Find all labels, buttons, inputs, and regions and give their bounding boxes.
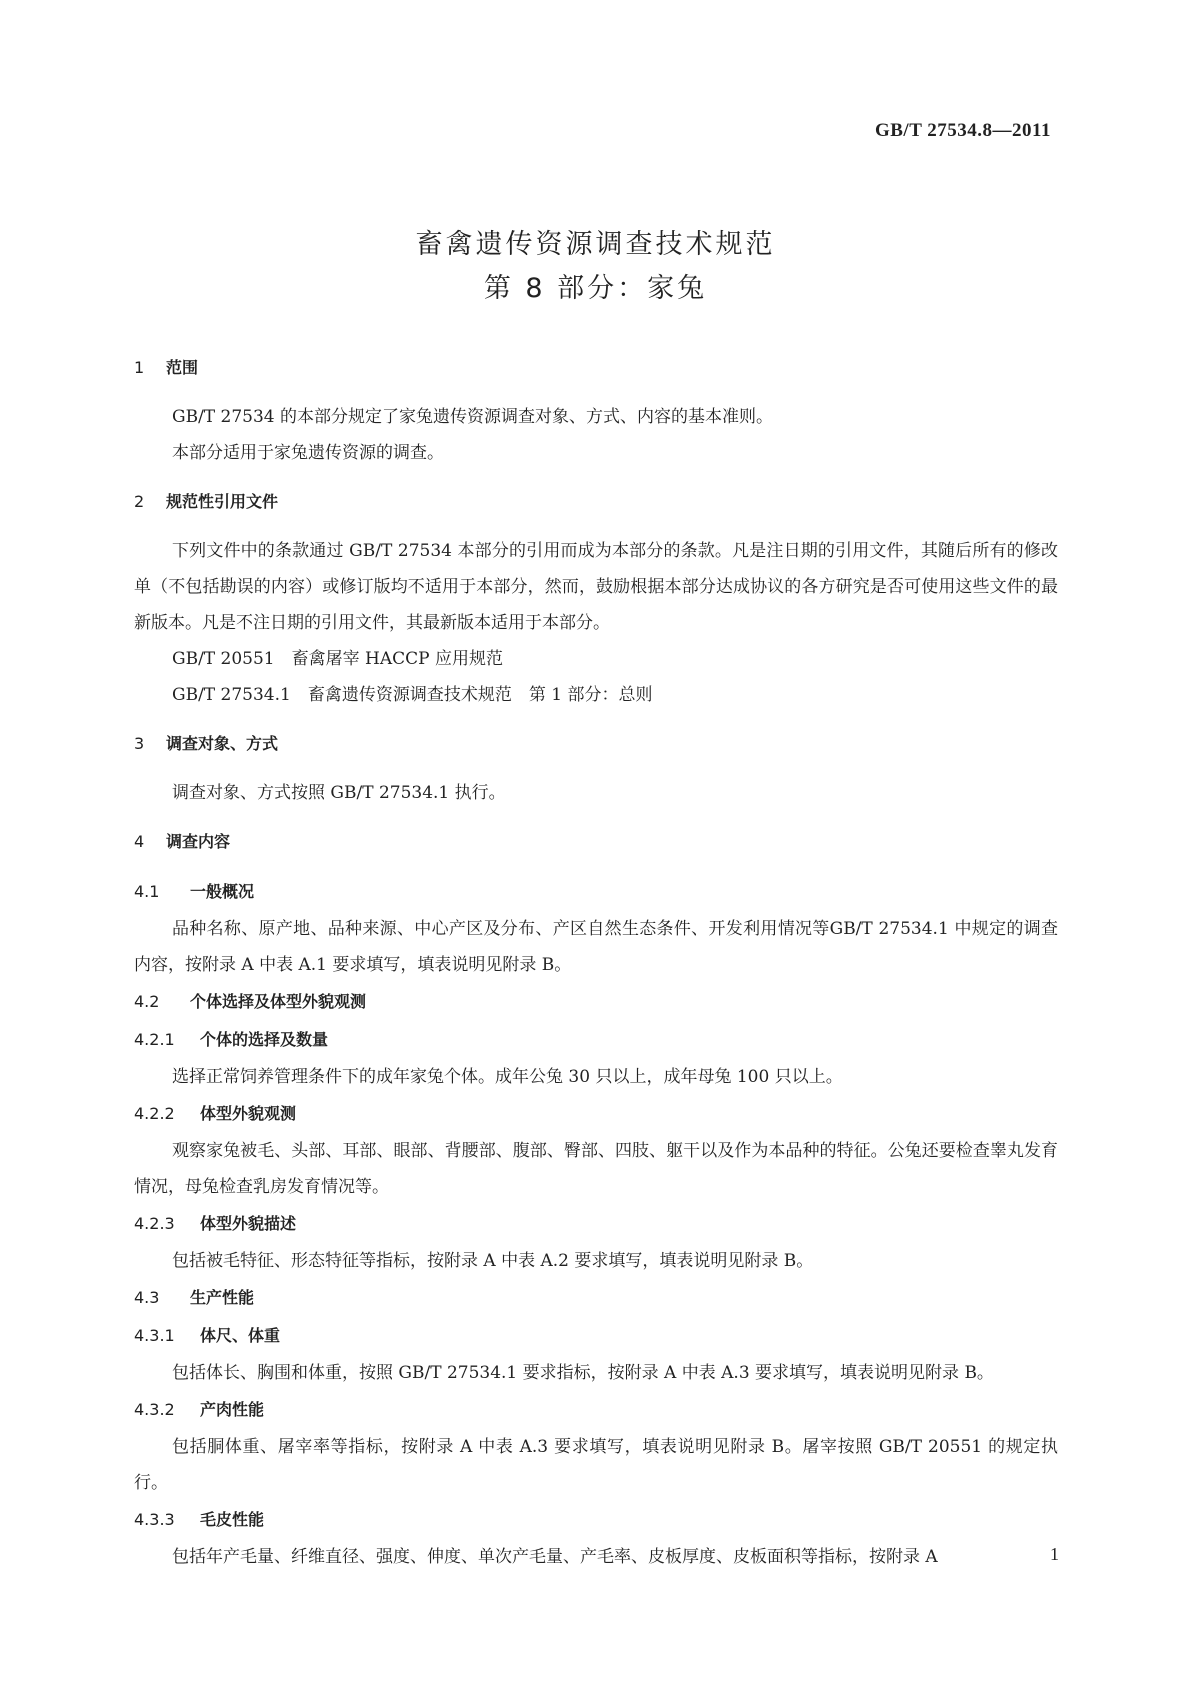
paragraph: GB/T 27534 的本部分规定了家兔遗传资源调查对象、方式、内容的基本准则。 — [172, 407, 774, 427]
reference-item: GB/T 20551 畜禽屠宰 HACCP 应用规范 — [172, 649, 503, 669]
paragraph: 本部分适用于家兔遗传资源的调查。 — [172, 443, 444, 463]
section-4-2-heading — [134, 983, 1058, 1021]
section-title: 规范性引用文件 — [166, 492, 279, 511]
paragraph: 包括体长、胸围和体重，按照 GB/T 27534.1 要求指标，按附录 A 中表 A.3 要求填写，填表说明见附录 B。 — [172, 1363, 994, 1383]
section-title: 生产性能 — [190, 1288, 255, 1307]
section-title: 一般概况 — [190, 882, 255, 901]
section-number: 4.2.3 — [134, 1214, 175, 1233]
section-number: 4.3 — [134, 1288, 160, 1307]
section-number: 4.2.2 — [134, 1104, 175, 1123]
document-subtitle: 第 8 部分：家兔 — [483, 273, 708, 304]
section-4-2-2-heading — [134, 1095, 1058, 1133]
section-1-heading — [134, 349, 1058, 387]
section-number: 3 — [134, 734, 145, 753]
section-number: 4.3.2 — [134, 1400, 175, 1419]
section-number: 4.2.1 — [134, 1030, 175, 1049]
section-4-3-3-heading — [134, 1501, 1058, 1539]
document-body — [134, 349, 1058, 1575]
section-title: 调查对象、方式 — [166, 734, 279, 753]
section-number: 1 — [134, 358, 145, 377]
paragraph: 下列文件中的条款通过 GB/T 27534 本部分的引用而成为本部分的条款。凡是注日期的引用文件，其随后所有的修改单（不包括勘误的内容）或修订版均不适用于本部分，然而，鼓励根据本部分达成协议的各方研究是否可使用这些文件的最新版本。凡是不注日期的引用文件，其最新版本适用于本部分。 — [134, 541, 1058, 633]
section-number: 4.1 — [134, 882, 160, 901]
section-number: 4.3.1 — [134, 1326, 175, 1345]
page-number: 1 — [1050, 1544, 1059, 1564]
section-2-heading — [134, 483, 1058, 521]
section-4-2-3-heading — [134, 1205, 1058, 1243]
section-3-heading — [134, 725, 1058, 763]
paragraph: 调查对象、方式按照 GB/T 27534.1 执行。 — [172, 783, 506, 803]
paragraph: 选择正常饲养管理条件下的成年家兔个体。成年公兔 30 只以上，成年母兔 100 只以上。 — [172, 1067, 843, 1087]
paragraph: 包括年产毛量、纤维直径、强度、伸度、单次产毛量、产毛率、皮板厚度、皮板面积等指标，按附录 A — [172, 1547, 938, 1567]
section-title: 毛皮性能 — [200, 1510, 265, 1529]
section-4-3-heading — [134, 1279, 1058, 1317]
paragraph: 观察家兔被毛、头部、耳部、眼部、背腰部、腹部、臀部、四肢、躯干以及作为本品种的特征。公兔还要检查睾丸发育情况，母兔检查乳房发育情况等。 — [134, 1141, 1058, 1197]
section-number: 4.2 — [134, 992, 160, 1011]
paragraph: 包括被毛特征、形态特征等指标，按附录 A 中表 A.2 要求填写，填表说明见附录 B。 — [172, 1251, 814, 1271]
section-title: 体型外貌描述 — [200, 1214, 297, 1233]
section-number: 4.3.3 — [134, 1510, 175, 1529]
section-number: 2 — [134, 492, 145, 511]
section-title: 体尺、体重 — [200, 1326, 281, 1345]
standard-code: GB/T 27534.8—2011 — [874, 120, 1051, 141]
reference-item: GB/T 27534.1 畜禽遗传资源调查技术规范 第 1 部分：总则 — [172, 685, 653, 705]
section-title: 体型外貌观测 — [200, 1104, 297, 1123]
section-4-3-2-heading — [134, 1391, 1058, 1429]
section-title: 调查内容 — [166, 832, 231, 851]
paragraph: 品种名称、原产地、品种来源、中心产区及分布、产区自然生态条件、开发利用情况等GB/T 27534.1 中规定的调查内容，按附录 A 中表 A.1 要求填写，填表说明见附录 B。 — [134, 919, 1058, 975]
document-title: 畜禽遗传资源调查技术规范 — [415, 229, 776, 260]
paragraph: 包括胴体重、屠宰率等指标，按附录 A 中表 A.3 要求填写，填表说明见附录 B。屠宰按照 GB/T 20551 的规定执行。 — [134, 1437, 1058, 1493]
section-4-1-heading — [134, 873, 1058, 911]
section-4-2-1-heading — [134, 1021, 1058, 1059]
section-number: 4 — [134, 832, 145, 851]
section-title: 产肉性能 — [200, 1400, 265, 1419]
section-title: 个体选择及体型外貌观测 — [190, 992, 367, 1011]
section-4-3-1-heading — [134, 1317, 1058, 1355]
section-title: 范围 — [166, 358, 199, 377]
section-title: 个体的选择及数量 — [200, 1030, 329, 1049]
section-4-heading — [134, 823, 1058, 861]
